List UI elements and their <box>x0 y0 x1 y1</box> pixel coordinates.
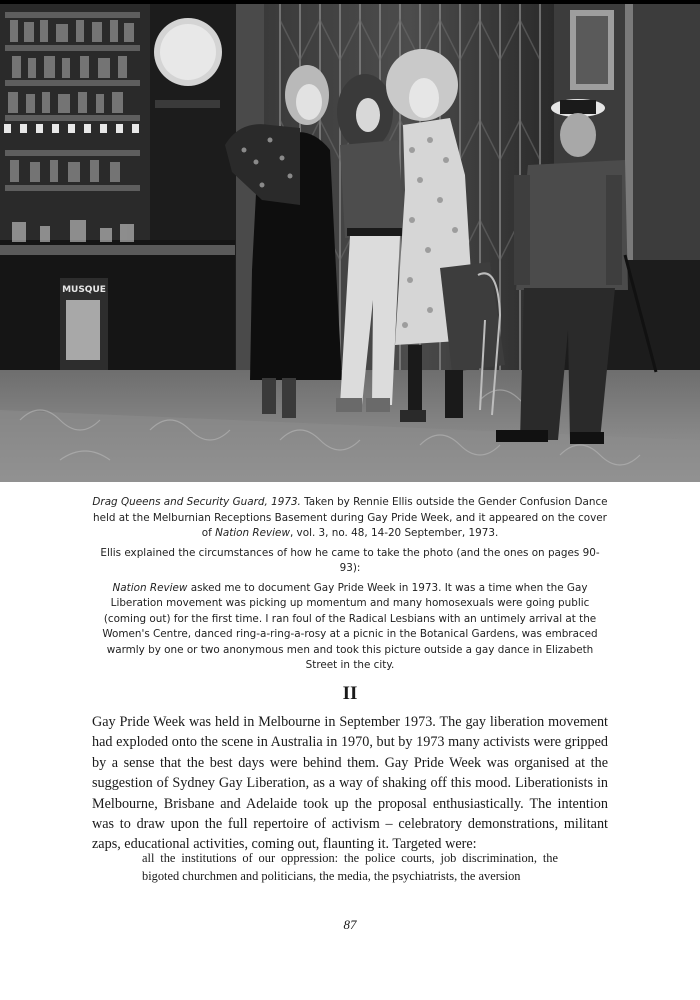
photo-caption <box>92 495 608 678</box>
caption-photo-title: Drag Queens and Security Guard, 1973. <box>92 496 301 508</box>
page-number: 87 <box>343 917 357 932</box>
caption-publication: Nation Review <box>215 527 290 539</box>
caption-quote-publication: Nation Review <box>112 581 188 594</box>
musque-sign: MUSQUE <box>62 285 106 295</box>
block-quote: all the institutions of our oppression: the police courts, job discrimination, the bigoted churchmen and politicians, the media, the psychiatrists, the aversion <box>142 851 558 883</box>
caption-quote-text: asked me to document Gay Pride Week in 1973. It was a time when the Gay Liberation movement was picking up momentum and many homosexuals were going public (coming out) for the first time. I ran foul of the Radical Lesbians with an untimely arrival at the Women's Centre, danced ring-a-ring-a-rosy at a picnic in the Botanical Gardens, was embraced warmly by one or two anonymous men and took this picture outside a gay dance in Elizabeth Street in the city. <box>102 581 598 671</box>
caption-paragraph-2: Ellis explained the circumstances of how he came to take the photo (and the ones on pages 90-93): <box>100 546 600 574</box>
caption-citation: , vol. 3, no. 48, 14-20 September, 1973. <box>289 527 499 539</box>
caption-paragraph-1 <box>92 495 608 542</box>
body-paragraph: Gay Pride Week was held in Melbourne in September 1973. The gay liberation movement had exploded onto the scene in Australia in 1970, but by 1973 many activists were gripped by a sense that the best days were behind them. Gay Pride Week was organised at the suggestion of Sydney Gay Liberation, as a way of shaking off this mood. Liberationists in Melbourne, Brisbane and Adelaide took up the proposal enthusiastically. The intention was to draw upon the full repertoire of activism – celebratory demonstrations, militant zaps, educational activities, coming out, flaunting it. Targeted were: <box>92 714 608 853</box>
caption-description: Taken by Rennie Ellis outside the Gender Confusion Dance held at the Melburnian Receptions Basement during Gay Pride Week, and it appeared on the cover of <box>93 496 608 539</box>
caption-paragraph-3 <box>92 581 608 674</box>
section-number: II <box>342 683 358 704</box>
photo-illustration <box>0 0 700 482</box>
photo <box>0 0 700 482</box>
